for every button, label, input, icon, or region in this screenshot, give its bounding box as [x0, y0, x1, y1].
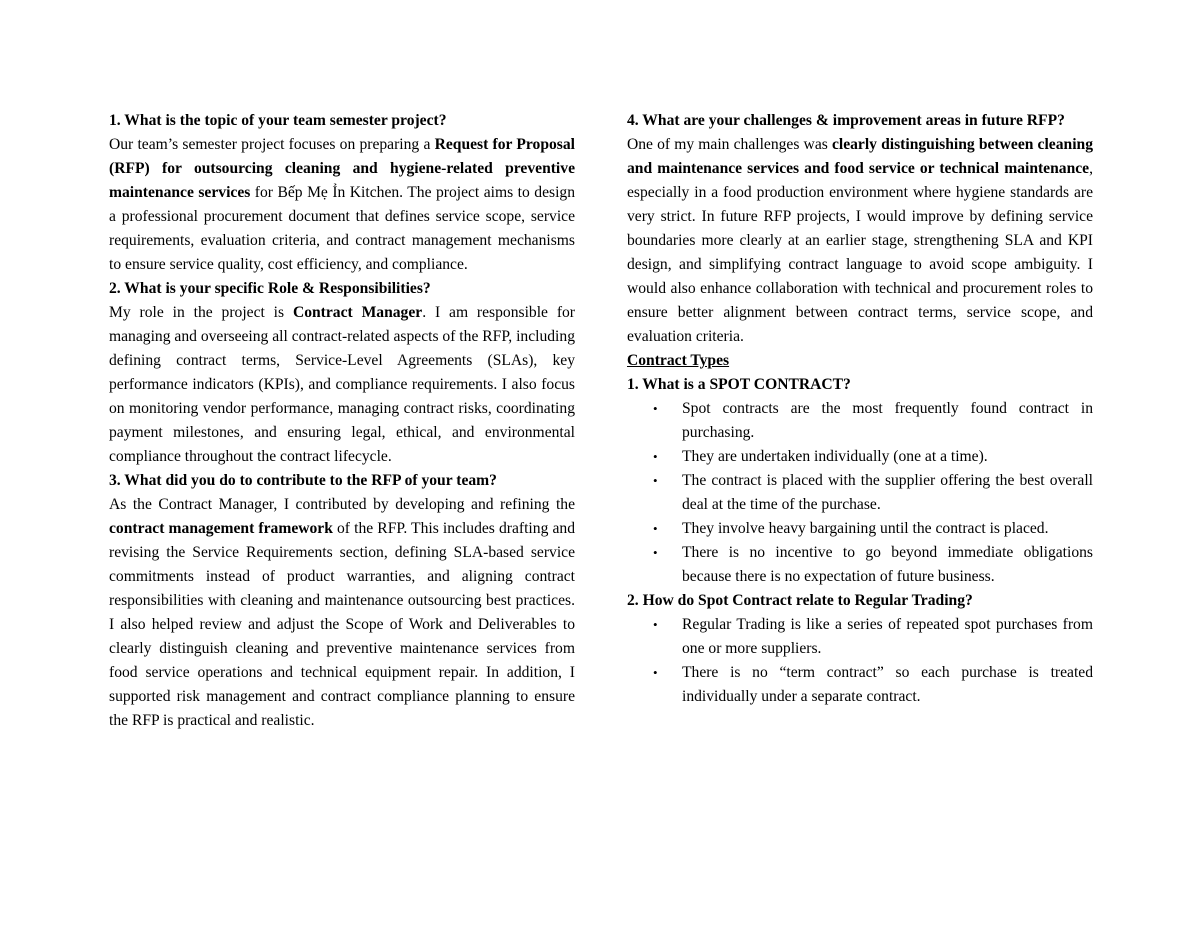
q3-text-2: of the RFP. This includes drafting and revising the Service Requirements section, defining SLA-based service commitments instead of product warranties, and aligning contract responsibilities with cleaning and maintenance outsourcing best practices. I also helped review and adjust the Scope of Work and Deliverables to clearly distinguish cleaning and preventive maintenance services from food service operations and technical equipment repair. In addition, I supported risk management and contract compliance planning to ensure the RFP is practical and realistic.	[109, 520, 576, 729]
list-item-text: There is no incentive to go beyond immediate obligations because there is no expectation of future business.	[682, 544, 1093, 585]
q1-text-1: Our team’s semester project focuses on preparing a	[109, 136, 435, 153]
q2-bold-1: Contract Manager	[292, 304, 423, 321]
q1-text-2: for Bếp Mẹ Ỉn Kitchen. The project aims to design a professional procurement document that defines service scope, service requirements, evaluation criteria, and contract management mechanisms to ensure service quality, cost efficiency, and compliance.	[109, 184, 575, 273]
right-column	[627, 109, 1093, 709]
q3-bold-1: contract management framework	[109, 520, 333, 537]
q3-text-1: As the Contract Manager, I contributed by developing and refining the	[109, 496, 575, 513]
list-item-text: Regular Trading is like a series of repeated spot purchases from one or more suppliers.	[682, 616, 1093, 657]
list-item-text: Spot contracts are the most frequently found contract in purchasing.	[682, 400, 1093, 441]
q4-text-2: , especially in a food production environment where hygiene standards are very strict. In future RFP projects, I would improve by defining service boundaries more clearly at an earlier stage, strengthening SLA and KPI design, and simplifying contract language to avoid scope ambiguity. I would also enhance collaboration with technical and procurement roles to ensure better alignment between contract terms, service scope, and evaluation criteria.	[627, 160, 1093, 345]
question-2-answer	[109, 301, 575, 469]
list-item	[627, 469, 1093, 517]
question-4-answer	[627, 133, 1093, 349]
list-item	[627, 445, 1093, 469]
question-1-answer	[109, 133, 575, 277]
bullet-icon: •	[653, 545, 658, 560]
list-item	[627, 613, 1093, 661]
list-item-text: The contract is placed with the supplier offering the best overall deal at the time of the purchase.	[682, 472, 1093, 513]
list-item-text: They are undertaken individually (one at a time).	[682, 448, 988, 465]
bullet-icon: •	[653, 401, 658, 416]
regular-trading-list	[627, 613, 1093, 709]
bullet-icon: •	[653, 473, 658, 488]
bullet-icon: •	[653, 449, 658, 464]
q4-bold-1: clearly distinguishing between cleaning and maintenance services and food service or technical maintenance	[627, 136, 1094, 177]
spot-contract-heading: 1. What is a SPOT CONTRACT?	[627, 376, 851, 393]
list-item	[627, 517, 1093, 541]
q4-text-1: One of my main challenges was	[627, 136, 832, 153]
bullet-icon: •	[653, 521, 658, 536]
list-item	[627, 541, 1093, 589]
regular-trading-heading: 2. How do Spot Contract relate to Regular Trading?	[627, 592, 973, 609]
contract-types-title: Contract Types	[627, 352, 730, 369]
q2-text-1: My role in the project is	[109, 304, 293, 321]
list-item	[627, 397, 1093, 445]
list-item	[627, 661, 1093, 709]
list-item-text: They involve heavy bargaining until the contract is placed.	[682, 520, 1049, 537]
question-2-heading: 2. What is your specific Role & Responsibilities?	[109, 280, 431, 297]
list-item-text: There is no “term contract” so each purchase is treated individually under a separate contract.	[682, 664, 1093, 705]
bullet-icon: •	[653, 617, 658, 632]
left-column	[109, 109, 575, 733]
question-3-answer	[109, 493, 575, 733]
spot-contract-list	[627, 397, 1093, 589]
question-4-heading: 4. What are your challenges & improvement areas in future RFP?	[627, 112, 1065, 129]
q1-bold-1: Request for Proposal (RFP) for outsourcing cleaning and hygiene-related preventive maintenance services	[109, 136, 575, 201]
question-3-heading: 3. What did you do to contribute to the RFP of your team?	[109, 472, 497, 489]
bullet-icon: •	[653, 665, 658, 680]
question-1-heading: 1. What is the topic of your team semester project?	[109, 112, 447, 129]
q2-text-2: . I am responsible for managing and overseeing all contract-related aspects of the RFP, including defining contract terms, Service-Level Agreements (SLAs), key performance indicators (KPIs), and compliance requirements. I also focus on monitoring vendor performance, managing contract risks, coordinating payment milestones, and ensuring legal, ethical, and environmental compliance throughout the contract lifecycle.	[109, 304, 575, 465]
